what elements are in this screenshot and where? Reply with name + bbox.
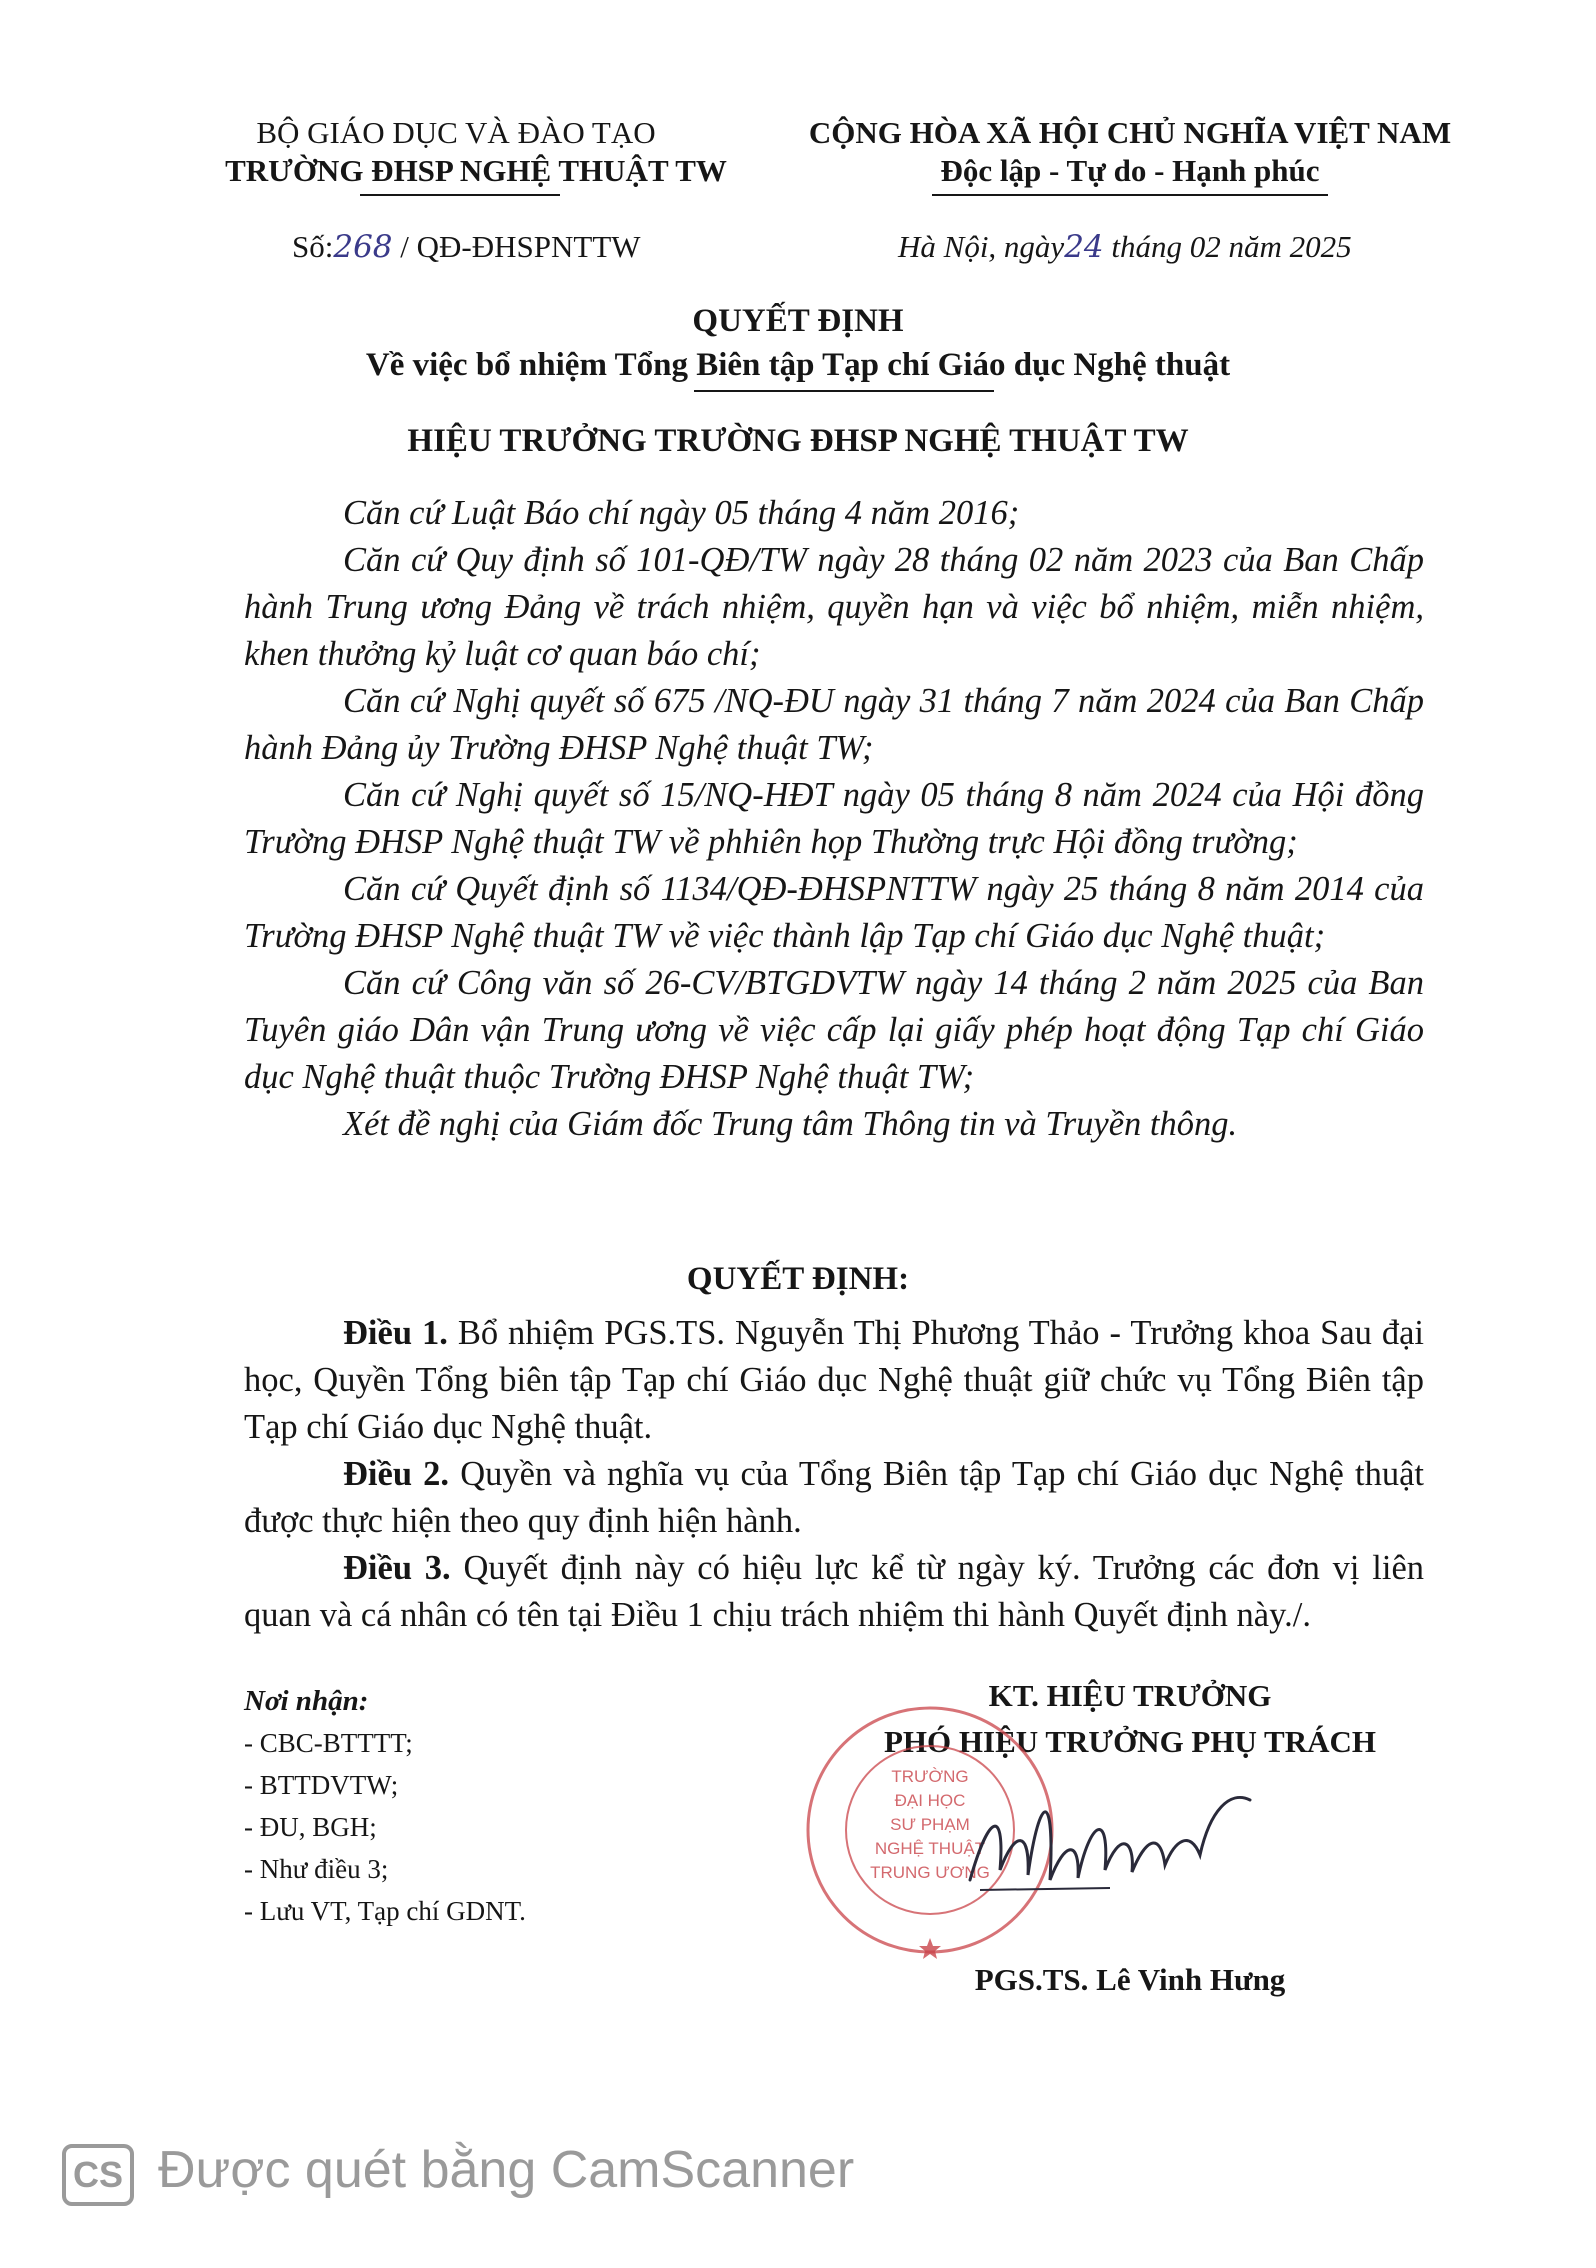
recipient-item: - CBC-BTTTT;	[244, 1728, 413, 1758]
recipients	[244, 1680, 526, 1932]
basis-item: Căn cứ Công văn số 26-CV/BTGDVTW ngày 14 tháng 2 năm 2025 của Ban Tuyên giáo Dân vận Trung ương về việc cấp lại giấy phép hoạt động Tạp chí Giáo dục Nghệ thuật thuộc Trường ĐHSP Nghệ thuật TW;	[244, 964, 1424, 1096]
national-motto: Độc lập - Tự do - Hạnh phúc	[940, 153, 1320, 188]
articles	[244, 1310, 1424, 1639]
article-3	[244, 1545, 1424, 1639]
decision-subject: Về việc bổ nhiệm Tổng Biên tập Tạp chí Giáo dục Nghệ thuật	[365, 347, 1231, 383]
subject-underline	[694, 390, 994, 392]
signature-line2: PHÓ HIỆU TRƯỞNG PHỤ TRÁCH	[883, 1724, 1377, 1759]
recipient-item: - Lưu VT, Tạp chí GDNT.	[244, 1896, 526, 1926]
basis-item: Căn cứ Luật Báo chí ngày 05 tháng 4 năm 2016;	[343, 494, 1020, 532]
stamp-text: ĐẠI HỌC	[894, 1791, 966, 1810]
stamp-star-icon	[919, 1938, 941, 1959]
article-2	[244, 1451, 1424, 1545]
stamp-text: NGHỆ THUẬT	[874, 1839, 986, 1858]
recipient-item: - BTTDVTW;	[244, 1770, 399, 1800]
basis-item: Xét đề nghị của Giám đốc Trung tâm Thông tin và Truyền thông.	[343, 1105, 1238, 1143]
article-2-text: Quyền và nghĩa vụ của Tổng Biên tập Tạp chí Giáo dục Nghệ thuật được thực hiện theo quy định hiện hành.	[244, 1455, 1424, 1540]
camscanner-logo: CS	[62, 2144, 134, 2206]
document-date	[898, 228, 1352, 266]
date-day-handwritten: 24	[1064, 229, 1104, 265]
article-3-text: Quyết định này có hiệu lực kể từ ngày ký. Trưởng các đơn vị liên quan và cá nhân có tên tại Điều 1 chịu trách nhiệm thi hành Quyết định này./.	[244, 1549, 1425, 1634]
article-1	[244, 1310, 1424, 1451]
basis-item: Căn cứ Quy định số 101-QĐ/TW ngày 28 tháng 02 năm 2023 của Ban Chấp hành Trung ương Đảng về trách nhiệm, quyền hạn và việc bổ nhiệm, miễn nhiệm, khen thưởng kỷ luật cơ quan báo chí;	[244, 541, 1424, 673]
recipients-heading: Nơi nhận:	[244, 1685, 369, 1717]
camscanner-watermark: Được quét bằng CamScanner	[158, 2141, 855, 2199]
doc-number-prefix: Số:	[292, 229, 334, 264]
basis-item: Căn cứ Nghị quyết số 15/NQ-HĐT ngày 05 tháng 8 năm 2024 của Hội đồng Trường ĐHSP Nghệ thuật TW về phhiên họp Thường trực Hội đồng trường;	[244, 776, 1424, 861]
school-name: TRƯỜNG ĐHSP NGHỆ THUẬT TW	[225, 153, 727, 188]
basis-item: Căn cứ Quyết định số 1134/QĐ-ĐHSPNTTW ngày 25 tháng 8 năm 2014 của Trường ĐHSP Nghệ thuật TW về việc thành lập Tạp chí Giáo dục Nghệ thuật;	[244, 870, 1424, 955]
date-suffix: tháng 02 năm 2025	[1111, 229, 1352, 264]
decision-heading: QUYẾT ĐỊNH:	[686, 1261, 910, 1297]
stamp-text: TRƯỜNG	[891, 1767, 969, 1786]
doc-number-suffix: / QĐ-ĐHSPNTTW	[400, 229, 641, 264]
issuing-authority: HIỆU TRƯỞNG TRƯỜNG ĐHSP NGHỆ THUẬT TW	[407, 423, 1189, 459]
basis-item: Căn cứ Nghị quyết số 675 /NQ-ĐU ngày 31 tháng 7 năm 2024 của Ban Chấp hành Đảng ủy Trường ĐHSP Nghệ thuật TW;	[244, 682, 1424, 767]
recipient-item: - Như điều 3;	[244, 1854, 389, 1884]
date-prefix: Hà Nội, ngày	[898, 229, 1065, 264]
doc-number-handwritten: 268	[333, 229, 393, 265]
handwritten-signature	[960, 1770, 1260, 1920]
article-1-text: Bổ nhiệm PGS.TS. Nguyễn Thị Phương Thảo - Trưởng khoa Sau đại học, Quyền Tổng biên tập Tạp chí Giáo dục Nghệ thuật giữ chức vụ Tổng Biên tập Tạp chí Giáo dục Nghệ thuật.	[244, 1314, 1424, 1446]
school-underline	[360, 194, 560, 196]
document-number	[292, 228, 641, 266]
stamp-text: TRUNG ƯƠNG	[870, 1863, 990, 1882]
article-3-label: Điều 3.	[343, 1549, 451, 1587]
legal-basis	[244, 490, 1424, 1148]
motto-underline	[932, 194, 1328, 196]
article-1-label: Điều 1.	[343, 1314, 448, 1352]
recipient-item: - ĐU, BGH;	[244, 1812, 377, 1842]
decision-title: QUYẾT ĐỊNH	[692, 303, 904, 339]
signer-name: PGS.TS. Lê Vinh Hưng	[974, 1962, 1286, 1997]
ministry-name: BỘ GIÁO DỤC VÀ ĐÀO TẠO	[256, 115, 656, 150]
national-title: CỘNG HÒA XÃ HỘI CHỦ NGHĨA VIỆT NAM	[808, 115, 1452, 150]
article-2-label: Điều 2.	[343, 1455, 450, 1493]
signature-line1: KT. HIỆU TRƯỞNG	[988, 1678, 1272, 1713]
stamp-text: SƯ PHẠM	[890, 1815, 970, 1834]
